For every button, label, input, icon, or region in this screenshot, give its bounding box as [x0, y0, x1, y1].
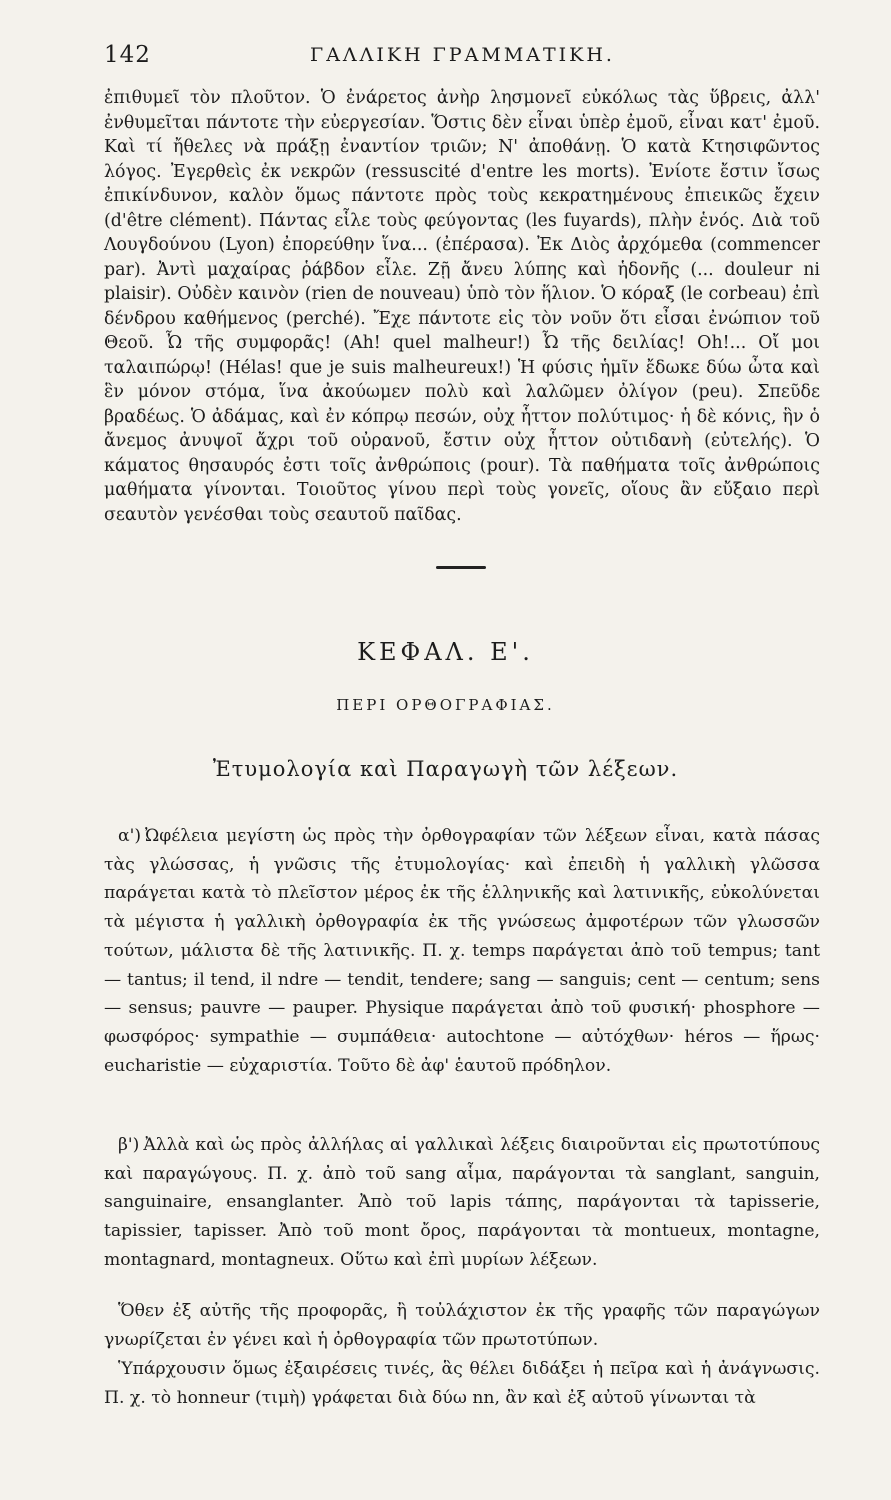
paragraph-alpha: [104, 822, 820, 1080]
paragraph-exceptions: [104, 1355, 820, 1412]
paragraph-text: Ὅθεν ἐξ αὐτῆς τῆς προφορᾶς, ἢ τοὐλάχιστον ἐκ τῆς γραφῆς τῶν παραγώγων γνωρίζεται ἐν γένει καὶ ἡ ὀρθογραφία τῶν πρωτοτύπων.: [104, 1301, 820, 1350]
paragraph-text: Ὠφέλεια μεγίστη ὡς πρὸς τὴν ὀρθογραφίαν τῶν λέξεων εἶναι, κατὰ πάσας τὰς γλώσσας, ἡ γνῶσις τῆς ἐτυμολογίας· καὶ ἐπειδὴ ἡ γαλλικὴ γλῶσσα παράγεται κατὰ τὸ πλεῖστον μέρος ἐκ τῆς ἑλληνικῆς καὶ λατινικῆς, εὐκολύνεται τὰ μέγιστα ἡ γαλλικὴ ὀρθογραφία ἐκ τῆς γνώσεως ἀμφοτέρων τῶν γλωσσῶν τούτων, μάλιστα δὲ τῆς λατινικῆς. Π. χ. temps παράγεται ἀπὸ τοῦ tempus; tant — tantus; il tend, il ndre — tendit, tendere; sang — sanguis; cent — centum; sens — sensus; pauvre — pauper. Physique παράγεται ἀπὸ τοῦ φυσική· phosphore — φωσφόρος· sympathie — συμπάθεια· autochtone — αὐτόχθων· héros — ἥρως· eucharistie — εὐχαριστία. Τοῦτο δὲ ἀφ' ἑαυτοῦ πρόδηλον.: [104, 826, 820, 1076]
paragraph-text: Ὑπάρχουσιν ὅμως ἐξαιρέσεις τινές, ἃς θέλει διδάξει ἡ πεῖρα καὶ ἡ ἀνάγνωσις. Π. χ. τὸ honneur (τιμὴ) γράφεται διὰ δύω nn, ἂν καὶ ἐξ αὐτοῦ γίνωνται τὰ: [104, 1359, 820, 1408]
paragraph-label: β'): [118, 1135, 140, 1155]
running-title: ΓΑΛΛΙΚΗ ΓΡΑΜΜΑΤΙΚΗ.: [310, 44, 615, 66]
section-title: Ἐτυμολογία καὶ Παραγωγὴ τῶν λέξεων.: [212, 757, 679, 781]
paragraph-text: Ἀλλὰ καὶ ὡς πρὸς ἀλλήλας αἱ γαλλικαὶ λέξεις διαιροῦνται εἰς πρωτοτύπους καὶ παραγώγους. Π. χ. ἀπὸ τοῦ sang αἷμα, παράγονται τὰ sanglant, sanguin, sanguinaire, ensanglanter. Ἀπὸ τοῦ lapis τάπης, παράγονται τὰ tapisserie, tapissier, tapisser. Ἀπὸ τοῦ mont ὄρος, παράγονται τὰ montueux, montagne, montagnard, montagneux. Οὕτω καὶ ἐπὶ μυρίων λέξεων.: [104, 1135, 820, 1270]
paragraph-orthography-note: [104, 1297, 820, 1354]
page-header: [104, 42, 821, 72]
paragraph-beta: [104, 1131, 820, 1275]
paragraph-label: α'): [118, 826, 142, 846]
section-divider-rule: [436, 566, 486, 569]
chapter-heading: ΚΕΦΑΛ. Ε'.: [357, 638, 534, 666]
continued-examples-paragraph: ἐπιθυμεῖ τὸν πλοῦτον. Ὁ ἐνάρετος ἀνὴρ λησμονεῖ εὐκόλως τὰς ὕβρεις, ἀλλ' ἐνθυμεῖται πάντοτε τὴν εὐεργεσίαν. Ὅστις δὲν εἶναι ὑπὲρ ἐμοῦ, εἶναι κατ' ἐμοῦ. Καὶ τί ἤθελες νὰ πράξῃ ἐναντίον τριῶν; Ν' ἀποθάνῃ. Ὁ κατὰ Κτησιφῶντος λόγος. Ἐγερθεὶς ἐκ νεκρῶν (ressuscité d'entre les morts). Ἐνίοτε ἔστιν ἴσως ἐπικίνδυνον, καλὸν ὅμως πάντοτε πρὸς τοὺς κεκρατημένους ἐπιεικῶς ἔχειν (d'être clément). Πάντας εἷλε τοὺς φεύγοντας (les fuyards), πλὴν ἑνός. Διὰ τοῦ Λουγδούνου (Lyon) ἐπορεύθην ἵνα... (ἐπέρασα). Ἐκ Διὸς ἀρχόμεθα (commencer par). Ἀντὶ μαχαίρας ῥάβδον εἷλε. Ζῇ ἄνευ λύπης καὶ ἡδονῆς (... douleur ni plaisir). Οὐδὲν καινὸν (rien de nouveau) ὑπὸ τὸν ἥλιον. Ὁ κόραξ (le corbeau) ἐπὶ δένδρου καθήμενος (perché). Ἔχε πάντοτε εἰς τὸν νοῦν ὅτι εἶσαι ἐνώπιον τοῦ Θεοῦ. Ὦ τῆς συμφορᾶς! (Ah! quel malheur!) Ὦ τῆς δειλίας! Oh!... Οἴ μοι ταλαιπώρῳ! (Hélas! que je suis malheureux!) Ἡ φύσις ἡμῖν ἔδωκε δύω ὦτα καὶ ἓν μόνον στόμα, ἵνα ἀκούωμεν πολὺ καὶ λαλῶμεν ὀλίγον (peu). Σπεῦδε βραδέως. Ὁ ἀδάμας, καὶ ἐν κόπρῳ πεσών, οὐχ ἧττον πολύτιμος· ἡ δὲ κόνις, ἣν ὁ ἄνεμος ἀνυψοῖ ἄχρι τοῦ οὐρανοῦ, ἔστιν οὐχ ἧττον οὐτιδανὴ (εὐτελής). Ὁ κάματος θησαυρός ἐστι τοῖς ἀνθρώποις (pour). Τὰ παθήματα τοῖς ἀνθρώποις μαθήματα γίνονται. Τοιοῦτος γίνου περὶ τοὺς γονεῖς, οἵους ἂν εὔξαιο περὶ σεαυτὸν γενέσθαι τοὺς σεαυτοῦ παῖδας.: [104, 88, 820, 525]
page-number: 142: [104, 42, 151, 68]
chapter-subtitle: ΠΕΡΙ ΟΡΘΟΓΡΑΦΙΑΣ.: [336, 696, 555, 714]
